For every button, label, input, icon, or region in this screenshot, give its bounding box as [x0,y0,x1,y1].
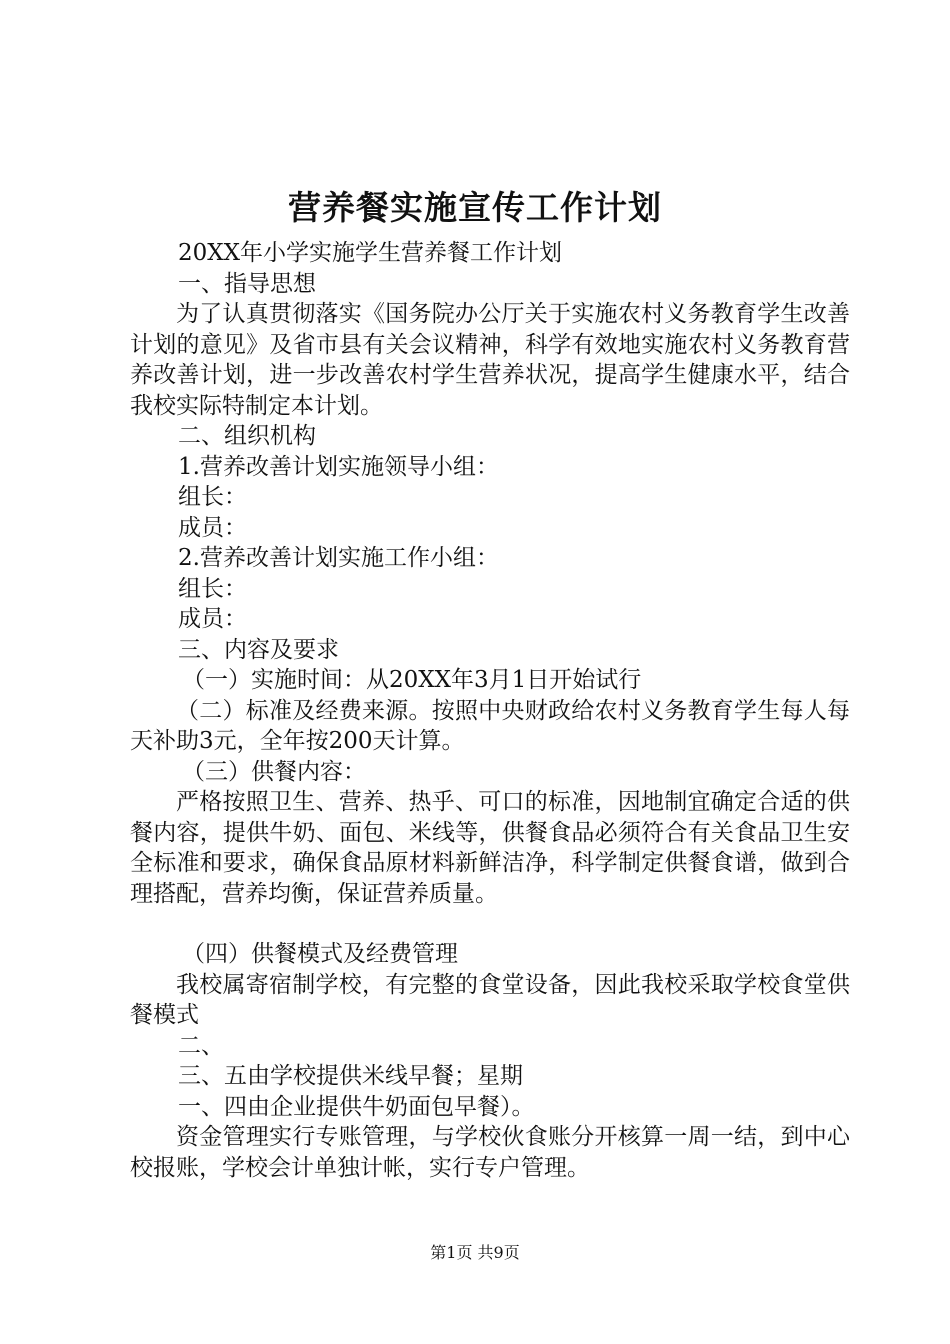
list-item: 成员： [178,606,247,632]
page-footer: 第1页 共9页 [430,1243,520,1262]
list-item: 成员： [178,514,247,541]
document-body [130,238,850,1183]
list-item: （四）供餐模式及经费管理 [182,941,458,967]
list-item: 组长： [178,484,247,510]
section-heading: 二、组织机构 [178,423,316,449]
list-item: （三）供餐内容： [182,758,366,785]
paragraph: 严格按照卫生、营养、热乎、可口的标准，因地制宜确定合适的供餐内容，提供牛奶、面包、米线等，供餐食品必须符合有关食品卫生安全标准和要求，确保食品原材料新鲜洁净，科学制定供餐食谱，做到合理搭配，营养均衡，保证营养质量。 [130,789,850,907]
list-item: 2.营养改善计划实施工作小组： [178,545,499,571]
list-item: 一、四由企业提供牛奶面包早餐）。 [178,1093,535,1120]
document-title: 营养餐实施宣传工作计划 [288,188,662,227]
list-item: 1.营养改善计划实施领导小组： [178,453,499,480]
subtitle-line: 20XX年小学实施学生营养餐工作计划 [178,240,563,266]
paragraph-gap [130,909,850,939]
paragraph: 我校属寄宿制学校，有完整的食堂设备，因此我校采取学校食堂供餐模式 [130,971,850,1028]
section-heading: 三、内容及要求 [178,636,339,663]
section-heading: 一、指导思想 [178,270,316,297]
list-item: 二、 [178,1032,224,1059]
paragraph: 为了认真贯彻落实《国务院办公厅关于实施农村义务教育学生改善计划的意见》及省市县有关会议精神，科学有效地实施农村义务教育营养改善计划，进一步改善农村学生营养状况，提高学生健康水平，结合我校实际特制定本计划。 [130,301,850,419]
list-item: （一）实施时间：从20XX年3月1日开始试行 [182,667,642,693]
paragraph: 资金管理实行专账管理，与学校伙食账分开核算一周一结，到中心校报账，学校会计单独计帐，实行专户管理。 [130,1124,850,1181]
list-item: 组长： [178,575,247,602]
list-item: 三、五由学校提供米线早餐；星期 [178,1063,523,1089]
paragraph: （二）标准及经费来源。按照中央财政给农村义务教育学生每人每天补助3元，全年按200天计算。 [130,697,850,754]
